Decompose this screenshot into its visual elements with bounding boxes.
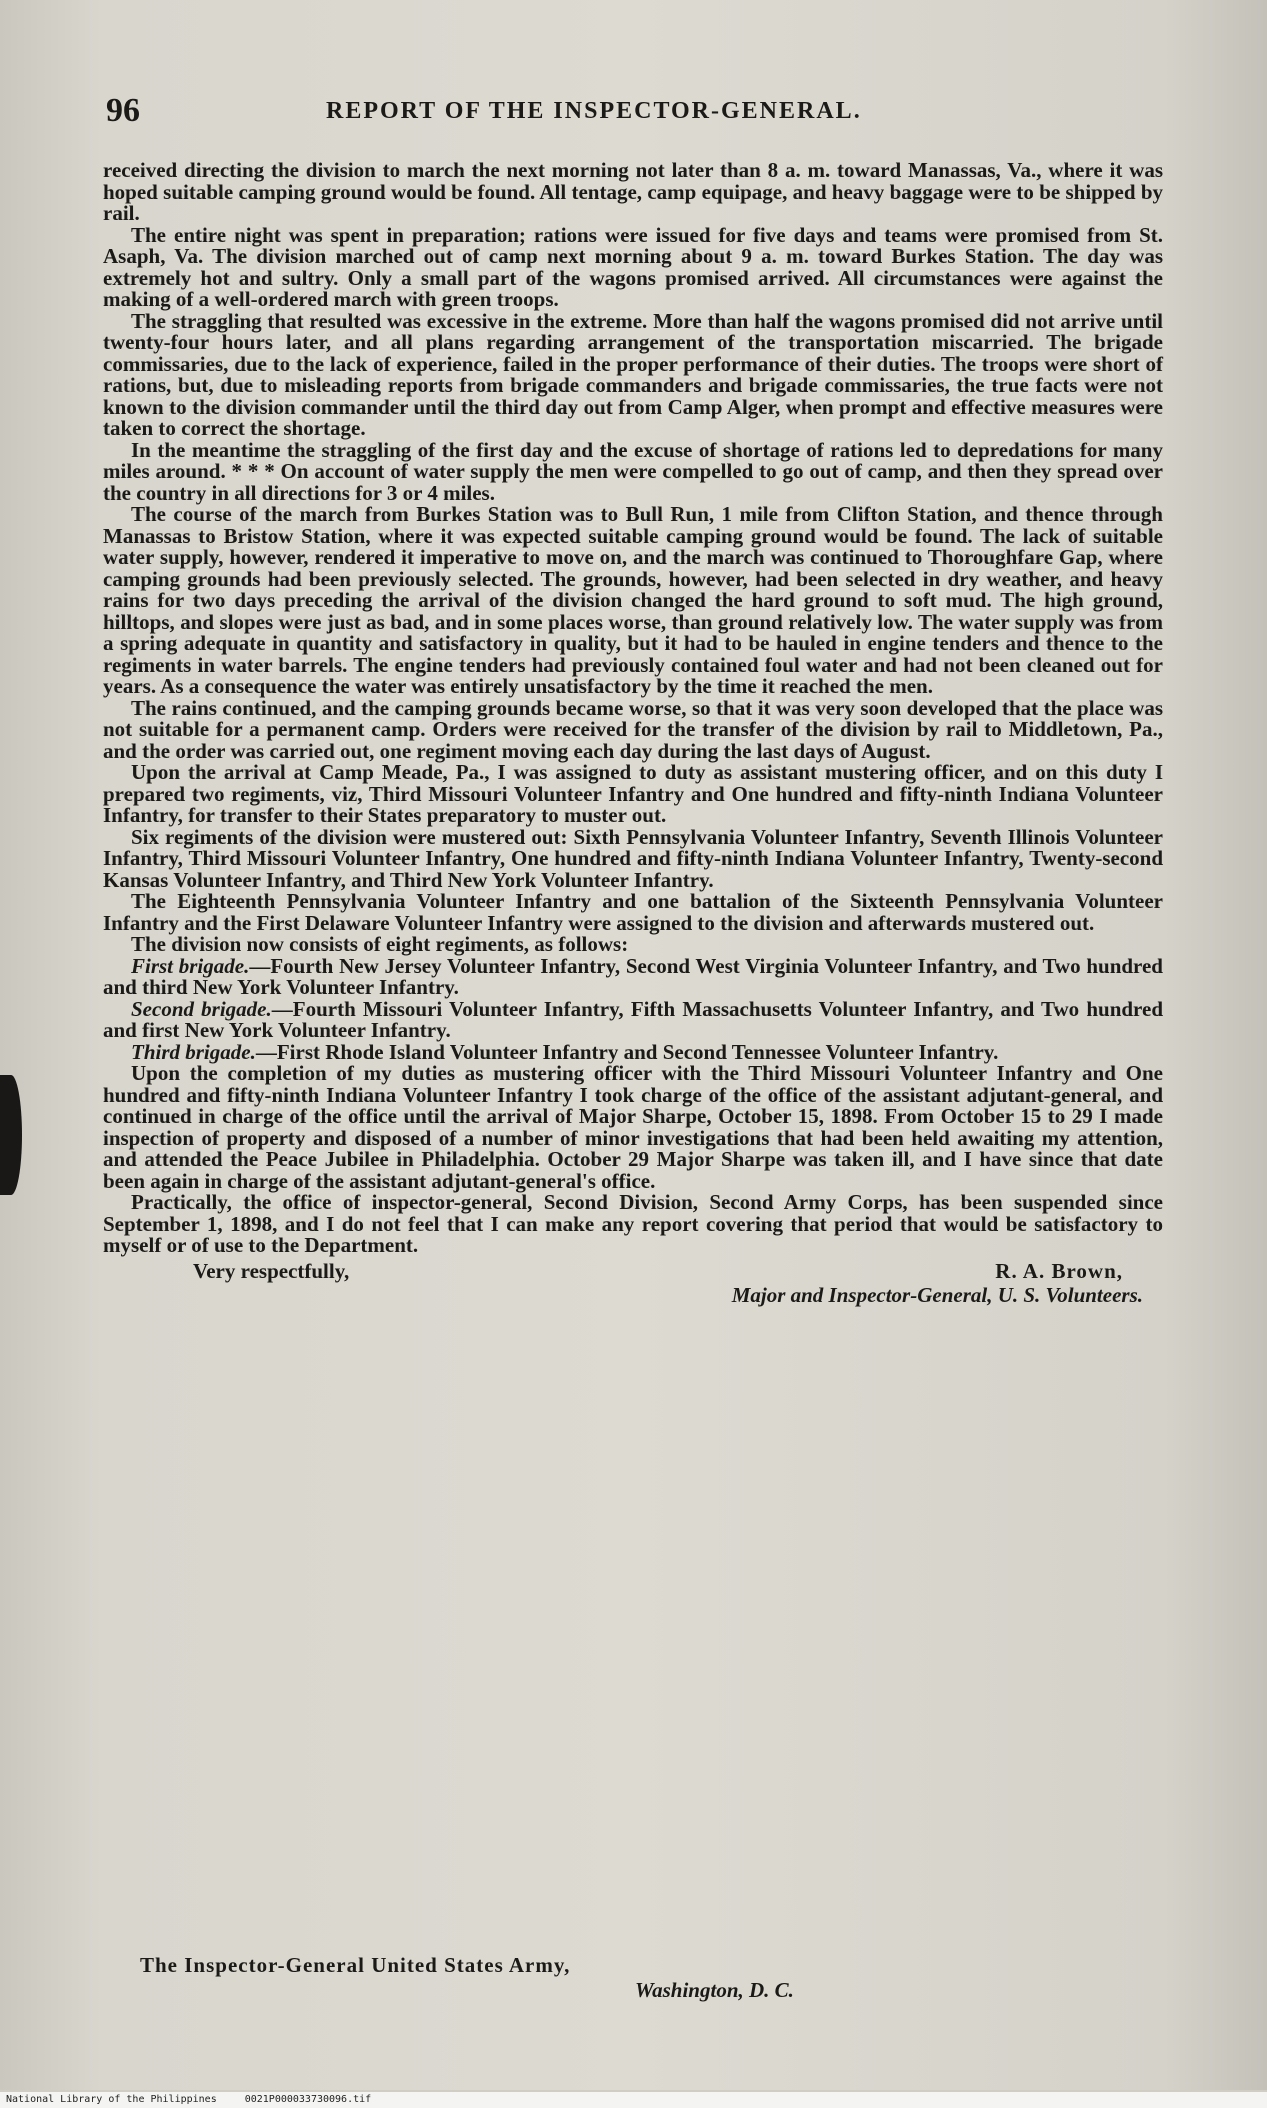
addressee-block bbox=[130, 1953, 1130, 2023]
addressee-line: The Inspector-General United States Army, bbox=[140, 1953, 571, 1977]
brigade-entry bbox=[103, 953, 1163, 999]
report-body bbox=[103, 160, 1163, 1381]
brigade-label: Third brigade. bbox=[131, 1039, 256, 1064]
paragraph: The rains continued, and the camping grounds became worse, so that it was very soon developed that the place was not suitable for a permanent camp. Orders were received for the transfer of the division by rail to Middletown, Pa., and the order was carried out, one regiment moving each day during the last days of August. bbox=[103, 695, 1163, 763]
footer-file: 0021P000033730096.tif bbox=[244, 2094, 372, 2105]
paragraph: The division now consists of eight regiments, as follows: bbox=[131, 932, 629, 956]
brigade-label: First brigade. bbox=[131, 953, 250, 978]
paragraph: received directing the division to march the next morning not later than 8 a. m. toward Manassas, Va., where it was hoped suitable camping ground would be found. All tentage, camp equipage, and heavy baggage were to be shipped by rail. bbox=[103, 158, 1163, 225]
brigade-text: —Fourth New Jersey Volunteer Infantry, Second West Virginia Volunteer Infantry, and Two hundred and third New York Volunteer Infantry. bbox=[103, 953, 1163, 999]
paragraph: Six regiments of the division were mustered out: Sixth Pennsylvania Volunteer Infantry, Seventh Illinois Volunteer Infantry, Third Missouri Volunteer Infantry, One hundred and fifty-ninth Indiana Volunteer Infantry, Twenty-second Kansas Volunteer Infantry, and Third New York Volunteer Infantry. bbox=[103, 824, 1163, 892]
page-header bbox=[96, 92, 1156, 142]
paragraph: Upon the arrival at Camp Meade, Pa., I was assigned to duty as assistant mustering officer, and on this duty I prepared two regiments, viz, Third Missouri Volunteer Infantry and One hundred and fifty-ninth Indiana Volunteer Infantry, for transfer to their States preparatory to muster out. bbox=[103, 760, 1163, 827]
brigade-text: —First Rhode Island Volunteer Infantry and Second Tennessee Volunteer Infantry. bbox=[255, 1039, 999, 1064]
paragraph: The straggling that resulted was excessive in the extreme. More than half the wagons promised did not arrive until twenty-four hours later, and all plans regarding arrangement of the transportation miscarried. The brigade commissaries, due to the lack of experience, failed in the proper performance of their duties. The troops were short of rations, but, due to misleading reports from brigade commanders and brigade commissaries, the true facts were not known to the division commander until the third day out from Camp Alger, when prompt and effective measures were taken to correct the shortage. bbox=[103, 308, 1163, 440]
paragraph: Upon the completion of my duties as mustering officer with the Third Missouri Volunteer Infantry and One hundred and fifty-ninth Indiana Volunteer Infantry I took charge of the office of the assistant adjutant-general, and continued in charge of the office until the arrival of Major Sharpe, October 15, 1898. From October 15 to 29 I made inspection of property and disposed of a number of minor investigations that had been held awaiting my attention, and attended the Peace Jubilee in Philadelphia. October 29 Major Sharpe was taken ill, and I have since that date been again in charge of the assistant adjutant-general's office. bbox=[103, 1061, 1163, 1193]
footer-source: National Library of the Philippines bbox=[6, 2094, 217, 2105]
brigade-entry bbox=[103, 1039, 1163, 1064]
signature-title: Major and Inspector-General, U. S. Volunteers. bbox=[731, 1282, 1143, 1307]
paragraph: In the meantime the straggling of the first day and the excuse of shortage of rations led to depredations for many miles around. * * * On account of water supply the men were compelled to go out of camp, and then they spread over the country in all directions for 3 or 4 miles. bbox=[103, 437, 1163, 505]
paragraph: Practically, the office of inspector-general, Second Division, Second Army Corps, has been suspended since September 1, 1898, and I do not feel that I can make any report covering that period that would be satisfactory to myself or of use to the Department. bbox=[103, 1190, 1163, 1257]
signature-block bbox=[103, 1258, 1163, 1381]
signature-name: R. A. Brown, bbox=[995, 1258, 1123, 1283]
paragraph: The Eighteenth Pennsylvania Volunteer Infantry and one battalion of the Sixteenth Pennsylvania Volunteer Infantry and the First Delaware Volunteer Infantry were assigned to the division and afterwards mustered out. bbox=[103, 889, 1163, 935]
addressee-city: Washington, D. C. bbox=[635, 1978, 794, 2002]
page-number: 96 bbox=[106, 92, 140, 129]
paragraph: The entire night was spent in preparation; rations were issued for five days and teams were promised from St. Asaph, Va. The division marched out of camp next morning about 9 a. m. toward Burkes Station. The day was extremely hot and sultry. Only a small part of the wagons promised arrived. All circumstances were against the making of a well-ordered march with green troops. bbox=[103, 222, 1163, 311]
running-head: REPORT OF THE INSPECTOR-GENERAL. bbox=[326, 98, 862, 124]
brigade-text: —Fourth Missouri Volunteer Infantry, Fifth Massachusetts Volunteer Infantry, and Two hundred and first New York Volunteer Infantry. bbox=[103, 996, 1163, 1042]
brigade-entry bbox=[103, 996, 1163, 1042]
brigade-label: Second brigade. bbox=[131, 996, 272, 1021]
scan-footer bbox=[0, 2092, 1267, 2108]
closing-salutation: Very respectfully, bbox=[193, 1258, 350, 1283]
paragraph: The course of the march from Burkes Station was to Bull Run, 1 mile from Clifton Station, and thence through Manassas to Bristow Station, where it was expected suitable camping ground would be found. The lack of suitable water supply, however, rendered it imperative to move on, and the march was continued to Thoroughfare Gap, where camping grounds had been previously selected. The grounds, however, had been selected in dry weather, and heavy rains for two days preceding the arrival of the division changed the hard ground to soft mud. The high ground, hilltops, and slopes were just as bad, and in some places worse, than ground relatively low. The water supply was from a spring adequate in quantity and satisfactory in quality, but it had to be hauled in engine tenders and thence to the regiments in water barrels. The engine tenders had previously contained foul water and had not been cleaned out for years. As a consequence the water was entirely unsatisfactory by the time it reached the men. bbox=[103, 502, 1163, 698]
ink-blot bbox=[0, 1075, 22, 1195]
